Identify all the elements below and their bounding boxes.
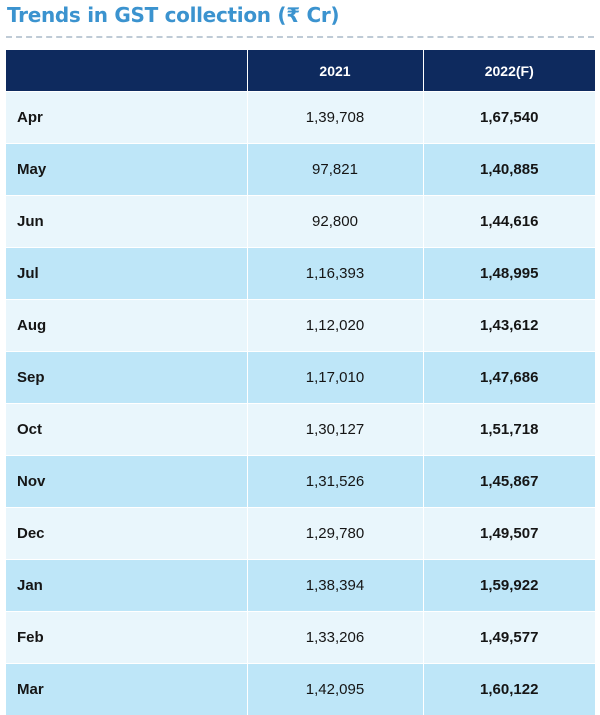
month-cell: Aug — [6, 300, 247, 352]
month-cell: Feb — [6, 612, 247, 664]
gst-collection-table — [6, 50, 595, 715]
value-2021-cell: 97,821 — [247, 144, 423, 196]
value-2022-cell: 1,47,686 — [423, 352, 595, 404]
month-cell: Jul — [6, 248, 247, 300]
table-row — [6, 404, 595, 456]
table-row — [6, 248, 595, 300]
value-2021-cell: 1,12,020 — [247, 300, 423, 352]
month-cell: Jun — [6, 196, 247, 248]
value-2022-cell: 1,40,885 — [423, 144, 595, 196]
value-2022-cell: 1,60,122 — [423, 664, 595, 715]
value-2021-cell: 1,16,393 — [247, 248, 423, 300]
value-2022-cell: 1,49,507 — [423, 508, 595, 560]
month-cell: Dec — [6, 508, 247, 560]
value-2022-cell: 1,48,995 — [423, 248, 595, 300]
table-body — [6, 92, 595, 715]
value-2022-cell: 1,44,616 — [423, 196, 595, 248]
value-2022-cell: 1,59,922 — [423, 560, 595, 612]
value-2021-cell: 1,42,095 — [247, 664, 423, 715]
table-row — [6, 144, 595, 196]
table-row — [6, 300, 595, 352]
month-cell: Apr — [6, 92, 247, 144]
value-2022-cell: 1,43,612 — [423, 300, 595, 352]
value-2021-cell: 1,38,394 — [247, 560, 423, 612]
table-header-row — [6, 50, 595, 92]
table-row — [6, 456, 595, 508]
value-2021-cell: 92,800 — [247, 196, 423, 248]
table-row — [6, 196, 595, 248]
month-cell: Oct — [6, 404, 247, 456]
month-cell: Mar — [6, 664, 247, 715]
title-divider — [6, 36, 594, 38]
value-2021-cell: 1,30,127 — [247, 404, 423, 456]
value-2021-cell: 1,33,206 — [247, 612, 423, 664]
value-2021-cell: 1,39,708 — [247, 92, 423, 144]
table-row — [6, 664, 595, 715]
value-2022-cell: 1,45,867 — [423, 456, 595, 508]
table-row — [6, 352, 595, 404]
month-cell: May — [6, 144, 247, 196]
value-2021-cell: 1,29,780 — [247, 508, 423, 560]
value-2022-cell: 1,67,540 — [423, 92, 595, 144]
table-row — [6, 508, 595, 560]
value-2022-cell: 1,51,718 — [423, 404, 595, 456]
table-row — [6, 560, 595, 612]
month-cell: Sep — [6, 352, 247, 404]
value-2021-cell: 1,17,010 — [247, 352, 423, 404]
month-cell: Jan — [6, 560, 247, 612]
column-header-2022: 2022(F) — [423, 50, 595, 92]
table-row — [6, 612, 595, 664]
value-2022-cell: 1,49,577 — [423, 612, 595, 664]
month-cell: Nov — [6, 456, 247, 508]
value-2021-cell: 1,31,526 — [247, 456, 423, 508]
table-row — [6, 92, 595, 144]
column-header-month — [6, 50, 247, 92]
chart-title: Trends in GST collection (₹ Cr) — [7, 3, 339, 27]
column-header-2021: 2021 — [247, 50, 423, 92]
